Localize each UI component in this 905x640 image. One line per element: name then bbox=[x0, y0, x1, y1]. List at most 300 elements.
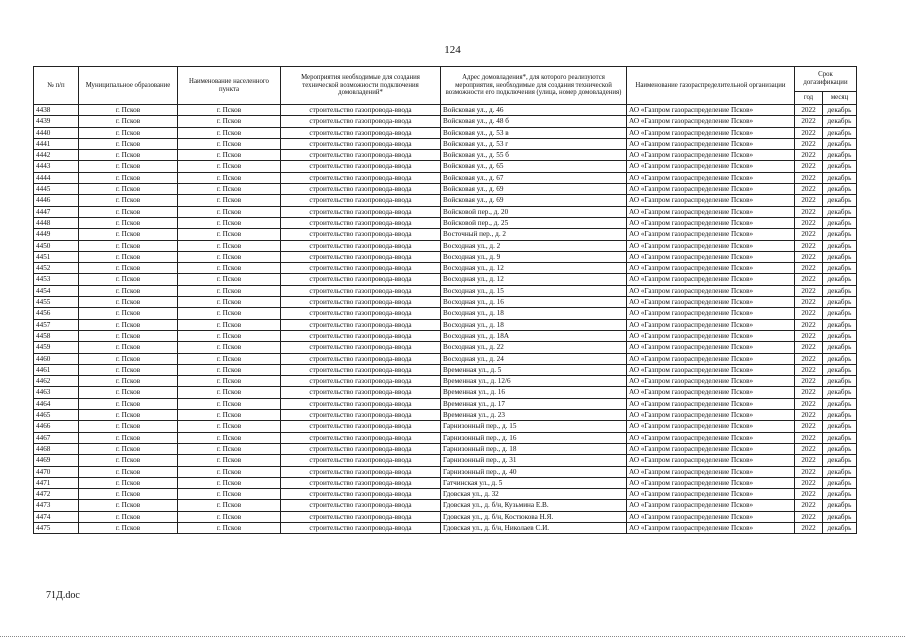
cell-organization: АО «Газпром газораспределение Псков» bbox=[627, 455, 795, 466]
cell-municipality: г. Псков bbox=[79, 330, 178, 341]
header-year: год bbox=[795, 92, 823, 105]
cell-address: Восходная ул., д. 18А bbox=[441, 330, 627, 341]
cell-num: 4454 bbox=[34, 285, 79, 296]
cell-organization: АО «Газпром газораспределение Псков» bbox=[627, 297, 795, 308]
cell-municipality: г. Псков bbox=[79, 150, 178, 161]
cell-year: 2022 bbox=[795, 410, 823, 421]
cell-activity: строительство газопровода-ввода bbox=[281, 116, 441, 127]
cell-year: 2022 bbox=[795, 263, 823, 274]
cell-year: 2022 bbox=[795, 364, 823, 375]
cell-num: 4446 bbox=[34, 195, 79, 206]
cell-address: Гарнизонный пер., д. 18 bbox=[441, 443, 627, 454]
cell-address: Гдовская ул., д. б/н, Николаев С.И. bbox=[441, 522, 627, 533]
table-row bbox=[34, 105, 857, 116]
cell-municipality: г. Псков bbox=[79, 421, 178, 432]
cell-municipality: г. Псков bbox=[79, 342, 178, 353]
cell-month: декабрь bbox=[823, 319, 857, 330]
cell-locality: г. Псков bbox=[178, 387, 281, 398]
cell-locality: г. Псков bbox=[178, 251, 281, 262]
page-number: 124 bbox=[444, 44, 461, 56]
cell-month: декабрь bbox=[823, 138, 857, 149]
cell-year: 2022 bbox=[795, 398, 823, 409]
cell-year: 2022 bbox=[795, 455, 823, 466]
cell-locality: г. Псков bbox=[178, 172, 281, 183]
table-row bbox=[34, 240, 857, 251]
header-month: месяц bbox=[823, 92, 857, 105]
cell-municipality: г. Псков bbox=[79, 443, 178, 454]
header-address: Адрес домовладения*, для которого реализуются мероприятия, необходимые для создания технической возможности его подключения (улица, номер домовладения) bbox=[441, 67, 627, 105]
cell-month: декабрь bbox=[823, 150, 857, 161]
cell-activity: строительство газопровода-ввода bbox=[281, 161, 441, 172]
table-row bbox=[34, 251, 857, 262]
cell-locality: г. Псков bbox=[178, 330, 281, 341]
cell-address: Восходная ул., д. 16 bbox=[441, 297, 627, 308]
header-num: № п/п bbox=[34, 67, 79, 105]
cell-organization: АО «Газпром газораспределение Псков» bbox=[627, 172, 795, 183]
cell-municipality: г. Псков bbox=[79, 500, 178, 511]
cell-organization: АО «Газпром газораспределение Псков» bbox=[627, 522, 795, 533]
cell-address: Гарнизонный пер., д. 15 bbox=[441, 421, 627, 432]
cell-activity: строительство газопровода-ввода bbox=[281, 376, 441, 387]
cell-activity: строительство газопровода-ввода bbox=[281, 500, 441, 511]
cell-locality: г. Псков bbox=[178, 217, 281, 228]
cell-activity: строительство газопровода-ввода bbox=[281, 421, 441, 432]
cell-address: Войсковая ул., д. 53 г bbox=[441, 138, 627, 149]
cell-municipality: г. Псков bbox=[79, 410, 178, 421]
table-row bbox=[34, 263, 857, 274]
table-row bbox=[34, 138, 857, 149]
cell-year: 2022 bbox=[795, 116, 823, 127]
cell-activity: строительство газопровода-ввода bbox=[281, 511, 441, 522]
cell-organization: АО «Газпром газораспределение Псков» bbox=[627, 319, 795, 330]
cell-year: 2022 bbox=[795, 443, 823, 454]
cell-address: Войсковая ул., д. 69 bbox=[441, 195, 627, 206]
cell-year: 2022 bbox=[795, 195, 823, 206]
cell-year: 2022 bbox=[795, 127, 823, 138]
cell-num: 4464 bbox=[34, 398, 79, 409]
cell-organization: АО «Газпром газораспределение Псков» bbox=[627, 138, 795, 149]
cell-activity: строительство газопровода-ввода bbox=[281, 172, 441, 183]
cell-activity: строительство газопровода-ввода bbox=[281, 184, 441, 195]
cell-activity: строительство газопровода-ввода bbox=[281, 138, 441, 149]
cell-num: 4444 bbox=[34, 172, 79, 183]
cell-num: 4472 bbox=[34, 489, 79, 500]
table-row bbox=[34, 466, 857, 477]
cell-organization: АО «Газпром газораспределение Псков» bbox=[627, 330, 795, 341]
cell-month: декабрь bbox=[823, 195, 857, 206]
header-organization: Наименование газораспределительной организации bbox=[627, 67, 795, 105]
cell-organization: АО «Газпром газораспределение Псков» bbox=[627, 432, 795, 443]
cell-municipality: г. Псков bbox=[79, 466, 178, 477]
cell-locality: г. Псков bbox=[178, 466, 281, 477]
cell-year: 2022 bbox=[795, 240, 823, 251]
cell-activity: строительство газопровода-ввода bbox=[281, 240, 441, 251]
table-row bbox=[34, 285, 857, 296]
cell-locality: г. Псков bbox=[178, 432, 281, 443]
cell-locality: г. Псков bbox=[178, 522, 281, 533]
table-row bbox=[34, 330, 857, 341]
cell-municipality: г. Псков bbox=[79, 477, 178, 488]
cell-num: 4440 bbox=[34, 127, 79, 138]
cell-year: 2022 bbox=[795, 161, 823, 172]
cell-municipality: г. Псков bbox=[79, 489, 178, 500]
cell-address: Войсковой пер., д. 25 bbox=[441, 217, 627, 228]
cell-activity: строительство газопровода-ввода bbox=[281, 455, 441, 466]
cell-activity: строительство газопровода-ввода bbox=[281, 410, 441, 421]
cell-month: декабрь bbox=[823, 376, 857, 387]
cell-month: декабрь bbox=[823, 443, 857, 454]
table-row bbox=[34, 410, 857, 421]
table-row bbox=[34, 342, 857, 353]
cell-municipality: г. Псков bbox=[79, 172, 178, 183]
cell-num: 4442 bbox=[34, 150, 79, 161]
table-row bbox=[34, 308, 857, 319]
cell-month: декабрь bbox=[823, 477, 857, 488]
cell-activity: строительство газопровода-ввода bbox=[281, 105, 441, 116]
cell-month: декабрь bbox=[823, 161, 857, 172]
cell-locality: г. Псков bbox=[178, 240, 281, 251]
cell-organization: АО «Газпром газораспределение Псков» bbox=[627, 398, 795, 409]
cell-num: 4457 bbox=[34, 319, 79, 330]
table-row bbox=[34, 127, 857, 138]
cell-activity: строительство газопровода-ввода bbox=[281, 127, 441, 138]
cell-municipality: г. Псков bbox=[79, 511, 178, 522]
table-header bbox=[34, 67, 857, 105]
cell-organization: АО «Газпром газораспределение Псков» bbox=[627, 511, 795, 522]
cell-address: Гарнизонный пер., д. 40 bbox=[441, 466, 627, 477]
table-row bbox=[34, 217, 857, 228]
cell-address: Войсковая ул., д. 69 bbox=[441, 184, 627, 195]
cell-organization: АО «Газпром газораспределение Псков» bbox=[627, 251, 795, 262]
cell-num: 4458 bbox=[34, 330, 79, 341]
cell-month: декабрь bbox=[823, 105, 857, 116]
cell-month: декабрь bbox=[823, 466, 857, 477]
cell-activity: строительство газопровода-ввода bbox=[281, 330, 441, 341]
cell-year: 2022 bbox=[795, 421, 823, 432]
cell-municipality: г. Псков bbox=[79, 184, 178, 195]
cell-municipality: г. Псков bbox=[79, 285, 178, 296]
cell-month: декабрь bbox=[823, 522, 857, 533]
cell-month: декабрь bbox=[823, 500, 857, 511]
cell-locality: г. Псков bbox=[178, 500, 281, 511]
cell-address: Гарнизонный пер., д. 16 bbox=[441, 432, 627, 443]
cell-organization: АО «Газпром газораспределение Псков» bbox=[627, 285, 795, 296]
table-row bbox=[34, 229, 857, 240]
cell-activity: строительство газопровода-ввода bbox=[281, 217, 441, 228]
table-row bbox=[34, 274, 857, 285]
cell-organization: АО «Газпром газораспределение Псков» bbox=[627, 206, 795, 217]
cell-organization: АО «Газпром газораспределение Псков» bbox=[627, 184, 795, 195]
cell-month: декабрь bbox=[823, 297, 857, 308]
cell-month: декабрь bbox=[823, 274, 857, 285]
cell-address: Восходная ул., д. 22 bbox=[441, 342, 627, 353]
cell-organization: АО «Газпром газораспределение Псков» bbox=[627, 421, 795, 432]
cell-municipality: г. Псков bbox=[79, 398, 178, 409]
cell-municipality: г. Псков bbox=[79, 161, 178, 172]
table-row bbox=[34, 477, 857, 488]
cell-address: Восходная ул., д. 2 bbox=[441, 240, 627, 251]
cell-locality: г. Псков bbox=[178, 127, 281, 138]
cell-municipality: г. Псков bbox=[79, 138, 178, 149]
cell-activity: строительство газопровода-ввода bbox=[281, 285, 441, 296]
cell-municipality: г. Псков bbox=[79, 263, 178, 274]
table-row bbox=[34, 184, 857, 195]
cell-address: Временная ул., д. 5 bbox=[441, 364, 627, 375]
cell-num: 4467 bbox=[34, 432, 79, 443]
cell-num: 4450 bbox=[34, 240, 79, 251]
cell-month: декабрь bbox=[823, 330, 857, 341]
table-row bbox=[34, 511, 857, 522]
cell-month: декабрь bbox=[823, 229, 857, 240]
cell-activity: строительство газопровода-ввода bbox=[281, 150, 441, 161]
cell-year: 2022 bbox=[795, 432, 823, 443]
cell-activity: строительство газопровода-ввода bbox=[281, 364, 441, 375]
cell-activity: строительство газопровода-ввода bbox=[281, 308, 441, 319]
cell-address: Войсковая ул., д. 48 б bbox=[441, 116, 627, 127]
cell-num: 4469 bbox=[34, 455, 79, 466]
cell-activity: строительство газопровода-ввода bbox=[281, 432, 441, 443]
cell-address: Временная ул., д. 12/6 bbox=[441, 376, 627, 387]
cell-month: декабрь bbox=[823, 398, 857, 409]
cell-organization: АО «Газпром газораспределение Псков» bbox=[627, 105, 795, 116]
cell-num: 4475 bbox=[34, 522, 79, 533]
cell-year: 2022 bbox=[795, 511, 823, 522]
cell-organization: АО «Газпром газораспределение Псков» bbox=[627, 274, 795, 285]
cell-municipality: г. Псков bbox=[79, 229, 178, 240]
cell-month: декабрь bbox=[823, 127, 857, 138]
cell-num: 4455 bbox=[34, 297, 79, 308]
cell-address: Восходная ул., д. 15 bbox=[441, 285, 627, 296]
cell-month: декабрь bbox=[823, 455, 857, 466]
cell-locality: г. Псков bbox=[178, 195, 281, 206]
cell-month: декабрь bbox=[823, 285, 857, 296]
cell-organization: АО «Газпром газораспределение Псков» bbox=[627, 466, 795, 477]
cell-locality: г. Псков bbox=[178, 410, 281, 421]
cell-locality: г. Псков bbox=[178, 263, 281, 274]
cell-address: Временная ул., д. 17 bbox=[441, 398, 627, 409]
cell-locality: г. Псков bbox=[178, 274, 281, 285]
cell-year: 2022 bbox=[795, 330, 823, 341]
cell-locality: г. Псков bbox=[178, 105, 281, 116]
table-row bbox=[34, 376, 857, 387]
cell-num: 4463 bbox=[34, 387, 79, 398]
cell-num: 4445 bbox=[34, 184, 79, 195]
table-row bbox=[34, 161, 857, 172]
cell-municipality: г. Псков bbox=[79, 206, 178, 217]
cell-year: 2022 bbox=[795, 489, 823, 500]
cell-num: 4441 bbox=[34, 138, 79, 149]
cell-address: Гдовская ул., д. 32 bbox=[441, 489, 627, 500]
cell-month: декабрь bbox=[823, 240, 857, 251]
cell-organization: АО «Газпром газораспределение Псков» bbox=[627, 229, 795, 240]
cell-municipality: г. Псков bbox=[79, 522, 178, 533]
cell-month: декабрь bbox=[823, 364, 857, 375]
cell-organization: АО «Газпром газораспределение Псков» bbox=[627, 500, 795, 511]
cell-locality: г. Псков bbox=[178, 364, 281, 375]
cell-locality: г. Псков bbox=[178, 285, 281, 296]
cell-municipality: г. Псков bbox=[79, 308, 178, 319]
cell-activity: строительство газопровода-ввода bbox=[281, 443, 441, 454]
table-row bbox=[34, 319, 857, 330]
cell-month: декабрь bbox=[823, 116, 857, 127]
cell-locality: г. Псков bbox=[178, 342, 281, 353]
cell-num: 4465 bbox=[34, 410, 79, 421]
cell-year: 2022 bbox=[795, 184, 823, 195]
cell-organization: АО «Газпром газораспределение Псков» bbox=[627, 387, 795, 398]
cell-organization: АО «Газпром газораспределение Псков» bbox=[627, 308, 795, 319]
cell-month: декабрь bbox=[823, 172, 857, 183]
cell-address: Гатчинская ул., д. 5 bbox=[441, 477, 627, 488]
cell-address: Войсковая ул., д. 53 в bbox=[441, 127, 627, 138]
cell-municipality: г. Псков bbox=[79, 353, 178, 364]
cell-num: 4470 bbox=[34, 466, 79, 477]
cell-address: Войсковая ул., д. 65 bbox=[441, 161, 627, 172]
cell-organization: АО «Газпром газораспределение Псков» bbox=[627, 217, 795, 228]
cell-address: Гдовская ул., д. б/н, Костюкова Н.Я. bbox=[441, 511, 627, 522]
cell-month: декабрь bbox=[823, 206, 857, 217]
cell-organization: АО «Газпром газораспределение Псков» bbox=[627, 410, 795, 421]
cell-year: 2022 bbox=[795, 477, 823, 488]
cell-activity: строительство газопровода-ввода bbox=[281, 251, 441, 262]
table-row bbox=[34, 195, 857, 206]
cell-locality: г. Псков bbox=[178, 353, 281, 364]
cell-month: декабрь bbox=[823, 410, 857, 421]
table-row bbox=[34, 432, 857, 443]
cell-num: 4438 bbox=[34, 105, 79, 116]
cell-year: 2022 bbox=[795, 217, 823, 228]
cell-address: Войсковая ул., д. 55 б bbox=[441, 150, 627, 161]
cell-address: Восходная ул., д. 18 bbox=[441, 308, 627, 319]
table-row bbox=[34, 364, 857, 375]
cell-organization: АО «Газпром газораспределение Псков» bbox=[627, 477, 795, 488]
cell-month: декабрь bbox=[823, 184, 857, 195]
cell-address: Войсковая ул., д. 67 bbox=[441, 172, 627, 183]
cell-month: декабрь bbox=[823, 387, 857, 398]
cell-year: 2022 bbox=[795, 319, 823, 330]
table-row bbox=[34, 398, 857, 409]
cell-municipality: г. Псков bbox=[79, 387, 178, 398]
cell-num: 4473 bbox=[34, 500, 79, 511]
cell-organization: АО «Газпром газораспределение Псков» bbox=[627, 353, 795, 364]
cell-organization: АО «Газпром газораспределение Псков» bbox=[627, 127, 795, 138]
cell-year: 2022 bbox=[795, 500, 823, 511]
cell-activity: строительство газопровода-ввода bbox=[281, 466, 441, 477]
cell-year: 2022 bbox=[795, 150, 823, 161]
cell-month: декабрь bbox=[823, 342, 857, 353]
cell-organization: АО «Газпром газораспределение Псков» bbox=[627, 116, 795, 127]
cell-organization: АО «Газпром газораспределение Псков» bbox=[627, 342, 795, 353]
cell-locality: г. Псков bbox=[178, 511, 281, 522]
cell-num: 4462 bbox=[34, 376, 79, 387]
cell-num: 4456 bbox=[34, 308, 79, 319]
cell-month: декабрь bbox=[823, 263, 857, 274]
cell-municipality: г. Псков bbox=[79, 432, 178, 443]
cell-locality: г. Псков bbox=[178, 443, 281, 454]
cell-num: 4460 bbox=[34, 353, 79, 364]
cell-num: 4474 bbox=[34, 511, 79, 522]
cell-organization: АО «Газпром газораспределение Псков» bbox=[627, 240, 795, 251]
cell-address: Гдовская ул., д. б/н, Кузьмина Е.В. bbox=[441, 500, 627, 511]
cell-year: 2022 bbox=[795, 105, 823, 116]
cell-locality: г. Псков bbox=[178, 184, 281, 195]
cell-organization: АО «Газпром газораспределение Псков» bbox=[627, 376, 795, 387]
cell-locality: г. Псков bbox=[178, 161, 281, 172]
cell-activity: строительство газопровода-ввода bbox=[281, 398, 441, 409]
cell-municipality: г. Псков bbox=[79, 376, 178, 387]
table-row bbox=[34, 387, 857, 398]
cell-year: 2022 bbox=[795, 353, 823, 364]
cell-municipality: г. Псков bbox=[79, 274, 178, 285]
cell-year: 2022 bbox=[795, 522, 823, 533]
cell-organization: АО «Газпром газораспределение Псков» bbox=[627, 195, 795, 206]
cell-num: 4439 bbox=[34, 116, 79, 127]
cell-address: Восточный пер., д. 2 bbox=[441, 229, 627, 240]
header-activities: Мероприятия необходимые для создания технической возможности подключения домовладений* bbox=[281, 67, 441, 105]
cell-locality: г. Псков bbox=[178, 138, 281, 149]
header-municipality: Муниципальное образование bbox=[79, 67, 178, 105]
table-row bbox=[34, 522, 857, 533]
cell-municipality: г. Псков bbox=[79, 195, 178, 206]
cell-organization: АО «Газпром газораспределение Псков» bbox=[627, 150, 795, 161]
table-row bbox=[34, 455, 857, 466]
cell-num: 4471 bbox=[34, 477, 79, 488]
cell-activity: строительство газопровода-ввода bbox=[281, 229, 441, 240]
cell-num: 4453 bbox=[34, 274, 79, 285]
cell-locality: г. Псков bbox=[178, 308, 281, 319]
cell-locality: г. Псков bbox=[178, 376, 281, 387]
cell-address: Войсковая ул., д. 46 bbox=[441, 105, 627, 116]
cell-locality: г. Псков bbox=[178, 206, 281, 217]
cell-month: декабрь bbox=[823, 308, 857, 319]
cell-municipality: г. Псков bbox=[79, 364, 178, 375]
cell-activity: строительство газопровода-ввода bbox=[281, 489, 441, 500]
cell-organization: АО «Газпром газораспределение Псков» bbox=[627, 263, 795, 274]
header-locality: Наименование населенного пункта bbox=[178, 67, 281, 105]
cell-activity: строительство газопровода-ввода bbox=[281, 387, 441, 398]
cell-num: 4449 bbox=[34, 229, 79, 240]
cell-year: 2022 bbox=[795, 285, 823, 296]
cell-address: Восходная ул., д. 24 bbox=[441, 353, 627, 364]
cell-num: 4468 bbox=[34, 443, 79, 454]
table-body bbox=[34, 105, 857, 534]
cell-num: 4466 bbox=[34, 421, 79, 432]
cell-year: 2022 bbox=[795, 138, 823, 149]
cell-address: Гарнизонный пер., д. 31 bbox=[441, 455, 627, 466]
cell-locality: г. Псков bbox=[178, 297, 281, 308]
cell-activity: строительство газопровода-ввода bbox=[281, 263, 441, 274]
cell-locality: г. Псков bbox=[178, 421, 281, 432]
cell-num: 4448 bbox=[34, 217, 79, 228]
cell-address: Восходная ул., д. 12 bbox=[441, 274, 627, 285]
document-filename: 71Д.doc bbox=[46, 590, 80, 601]
cell-municipality: г. Псков bbox=[79, 105, 178, 116]
cell-municipality: г. Псков bbox=[79, 297, 178, 308]
cell-organization: АО «Газпром газораспределение Псков» bbox=[627, 489, 795, 500]
table-row bbox=[34, 443, 857, 454]
cell-municipality: г. Псков bbox=[79, 455, 178, 466]
cell-activity: строительство газопровода-ввода bbox=[281, 206, 441, 217]
cell-num: 4461 bbox=[34, 364, 79, 375]
table-row bbox=[34, 353, 857, 364]
cell-num: 4459 bbox=[34, 342, 79, 353]
cell-activity: строительство газопровода-ввода bbox=[281, 319, 441, 330]
cell-municipality: г. Псков bbox=[79, 251, 178, 262]
cell-address: Временная ул., д. 23 bbox=[441, 410, 627, 421]
cell-year: 2022 bbox=[795, 229, 823, 240]
cell-address: Восходная ул., д. 12 bbox=[441, 263, 627, 274]
cell-year: 2022 bbox=[795, 308, 823, 319]
cell-municipality: г. Псков bbox=[79, 116, 178, 127]
